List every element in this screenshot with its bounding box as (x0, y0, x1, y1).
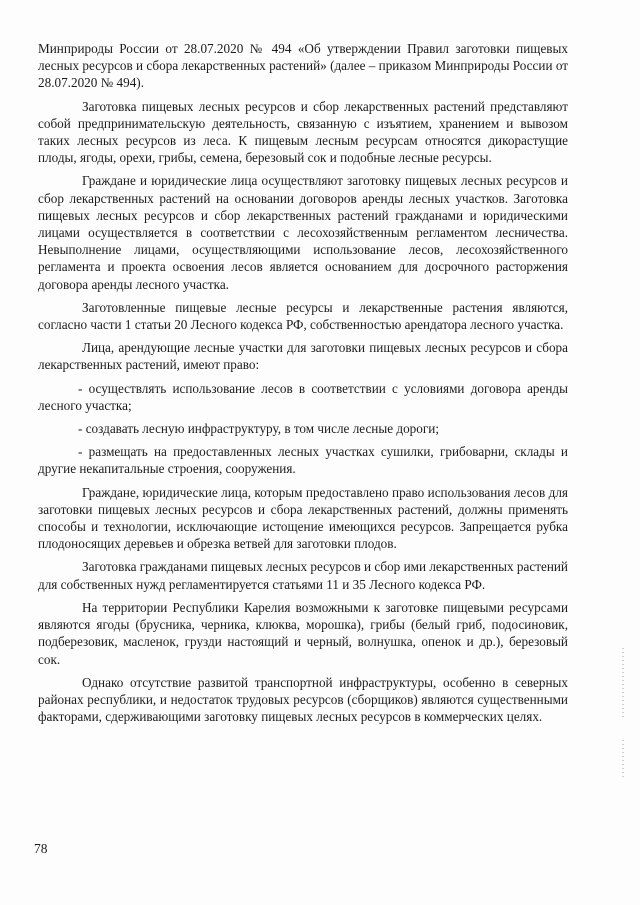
scan-artifact (622, 648, 624, 718)
list-item-structures: - размещать на предоставленных лесных участках сушилки, грибоварни, склады и другие некапитальные строения, сооружения. (38, 444, 568, 477)
paragraph-ownership: Заготовленные пищевые лесные ресурсы и лекарственные растения являются, согласно части 1 статьи 20 Лесного кодекса РФ, собственностью арендатора лесного участка. (38, 299, 568, 333)
paragraph-lease-basis: Граждане и юридические лица осуществляют заготовку пищевых лесных ресурсов и сбор лекарственных растений на основании договоров аренды лесных участков. Заготовка пищевых лесных ресурсов и сбор лекарственных растений гражданами и юридическими лицами осуществляется в соответствии с лесохозяйственным регламентом лесничества. Невыполнение лицами, осуществляющими использование лесов, лесохозяйственного регламента и проекта освоения лесов является основанием для досрочного расторжения договора аренды лесного участка. (38, 173, 568, 292)
paragraph-karelia-resources: На территории Республики Карелия возможными к заготовке пищевыми ресурсами являются ягоды (брусника, черника, клюква, морошка), грибы (белый гриб, подосиновик, подберезовик, масленок, грузди настоящий и черный, волнушка, опенок и др.), березовый сок. (38, 599, 568, 667)
list-item-use-forests: - осуществлять использование лесов в соответствии с условиями договора аренды лесного участка; (38, 380, 568, 413)
paragraph-methods: Граждане, юридические лица, которым предоставлено право использования лесов для заготовки пищевых лесных ресурсов и сбора лекарственных растений, должны применять способы и технологии, исключающие истощение имеющихся ресурсов. Запрещается рубка плодоносящих деревьев и обрезка ветвей для заготовки плодов. (38, 484, 568, 552)
paragraph-constraints: Однако отсутствие развитой транспортной инфраструктуры, особенно в северных районах республики, и недостаток трудовых ресурсов (сборщиков) являются существенными факторами, сдерживающими заготовку пищевых лесных ресурсов в коммерческих целях. (38, 674, 568, 725)
paragraph-own-needs: Заготовка гражданами пищевых лесных ресурсов и сбор ими лекарственных растений для собственных нужд регламентируется статьями 11 и 35 Лесного кодекса РФ. (38, 559, 568, 592)
scan-artifact (622, 740, 624, 780)
paragraph-rights-intro: Лица, арендующие лесные участки для заготовки пищевых лесных ресурсов и сбора лекарственных растений, имеют право: (38, 340, 568, 373)
body-text (38, 40, 568, 731)
paragraph-continuation: Минприроды России от 28.07.2020 № 494 «Об утверждении Правил заготовки пищевых лесных ресурсов и сбора лекарственных растений» (далее – приказом Минприроды России от 28.07.2020 № 494). (38, 41, 568, 91)
page-number: 78 (34, 841, 48, 856)
paragraph-harvesting-definition: Заготовка пищевых лесных ресурсов и сбор лекарственных растений представляют собой предпринимательскую деятельность, связанную с изъятием, хранением и вывозом таких лесных ресурсов из леса. К пищевым лесным ресурсам относятся дикорастущие плоды, ягоды, орехи, грибы, семена, березовый сок и подобные лесные ресурсы. (38, 98, 568, 166)
list-item-infrastructure: - создавать лесную инфраструктуру, в том числе лесные дороги; (78, 421, 439, 437)
